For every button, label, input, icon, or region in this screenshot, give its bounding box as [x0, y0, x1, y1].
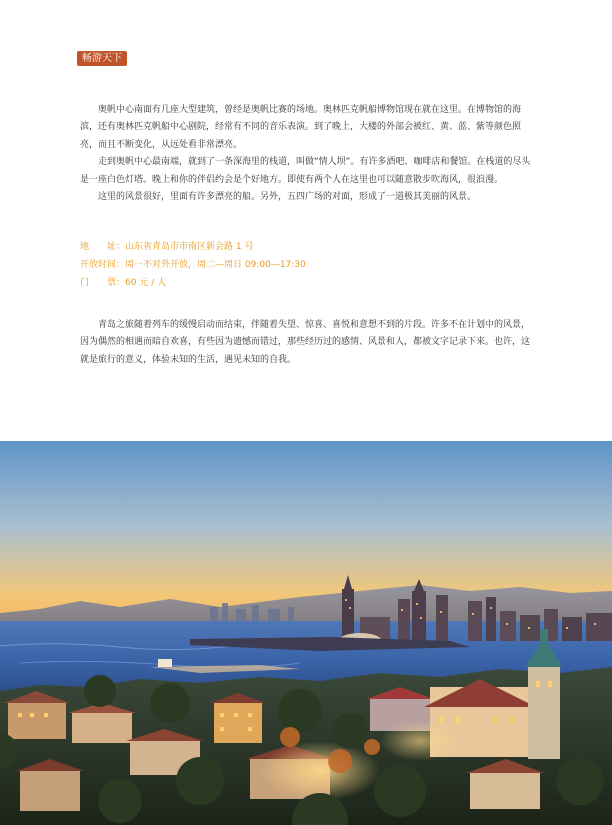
street-glow [260, 741, 380, 801]
cityscape-photo [0, 441, 612, 825]
paragraph: 青岛之旅随着列车的缓慢启动而结束，伴随着失望、惊喜、喜悦和意想不到的片段。许多不在计划中的风景，因为偶然的相遇而暗自欢喜，有些因为遗憾而错过，那些经历过的感情、风景和人，都被文字记录下来。也许，这就是旅行的意义，体验未知的生活，遇见未知的自我。 [80, 320, 531, 365]
section-tag: 畅游天下 [77, 51, 127, 66]
address-label: 地 址： [80, 242, 126, 252]
address-value: 山东省青岛市市南区新会路 1 号 [125, 242, 254, 252]
article-body-bottom [80, 317, 532, 369]
paragraph: 走到奥帆中心最南端，就到了一条深海里的栈道，叫做“情人坝”。有许多酒吧、咖啡店和餐馆。在栈道的尽头是一座白色灯塔。晚上和你的伴侣约会是个好地方。即使有两个人在这里也可以随意散步吹海风，很浪漫。 [80, 157, 531, 185]
ticket-value: 60 元 / 人 [125, 278, 167, 288]
church-tower [528, 663, 560, 759]
boat [158, 659, 172, 667]
address-row [80, 238, 532, 256]
hours-label: 开放时间： [80, 260, 126, 270]
cityscape-illustration [0, 441, 612, 825]
paragraph: 这里的风景很好，里面有许多漂亮的船。另外，五四广场的对面，形成了一道极其美丽的风景。 [98, 192, 477, 203]
ticket-label: 门 票： [80, 278, 126, 288]
hours-row [80, 256, 532, 274]
ticket-row [80, 274, 532, 292]
article-body-top [80, 102, 532, 206]
hours-value: 周一不对外开放，周二—周日 09:00—17:30 [125, 260, 306, 270]
paragraph: 奥帆中心南面有几座大型建筑，曾经是奥帆比赛的场地。奥林匹克帆船博物馆现在就在这里。在博物馆的海滨，还有奥林匹克帆船中心剧院，经常有不同的音乐表演。到了晚上，大楼的外部会被红、黄、蓝、紫等颜色照亮，而且不断变化，从远处看非常漂亮。 [80, 105, 522, 150]
info-block [80, 238, 532, 292]
